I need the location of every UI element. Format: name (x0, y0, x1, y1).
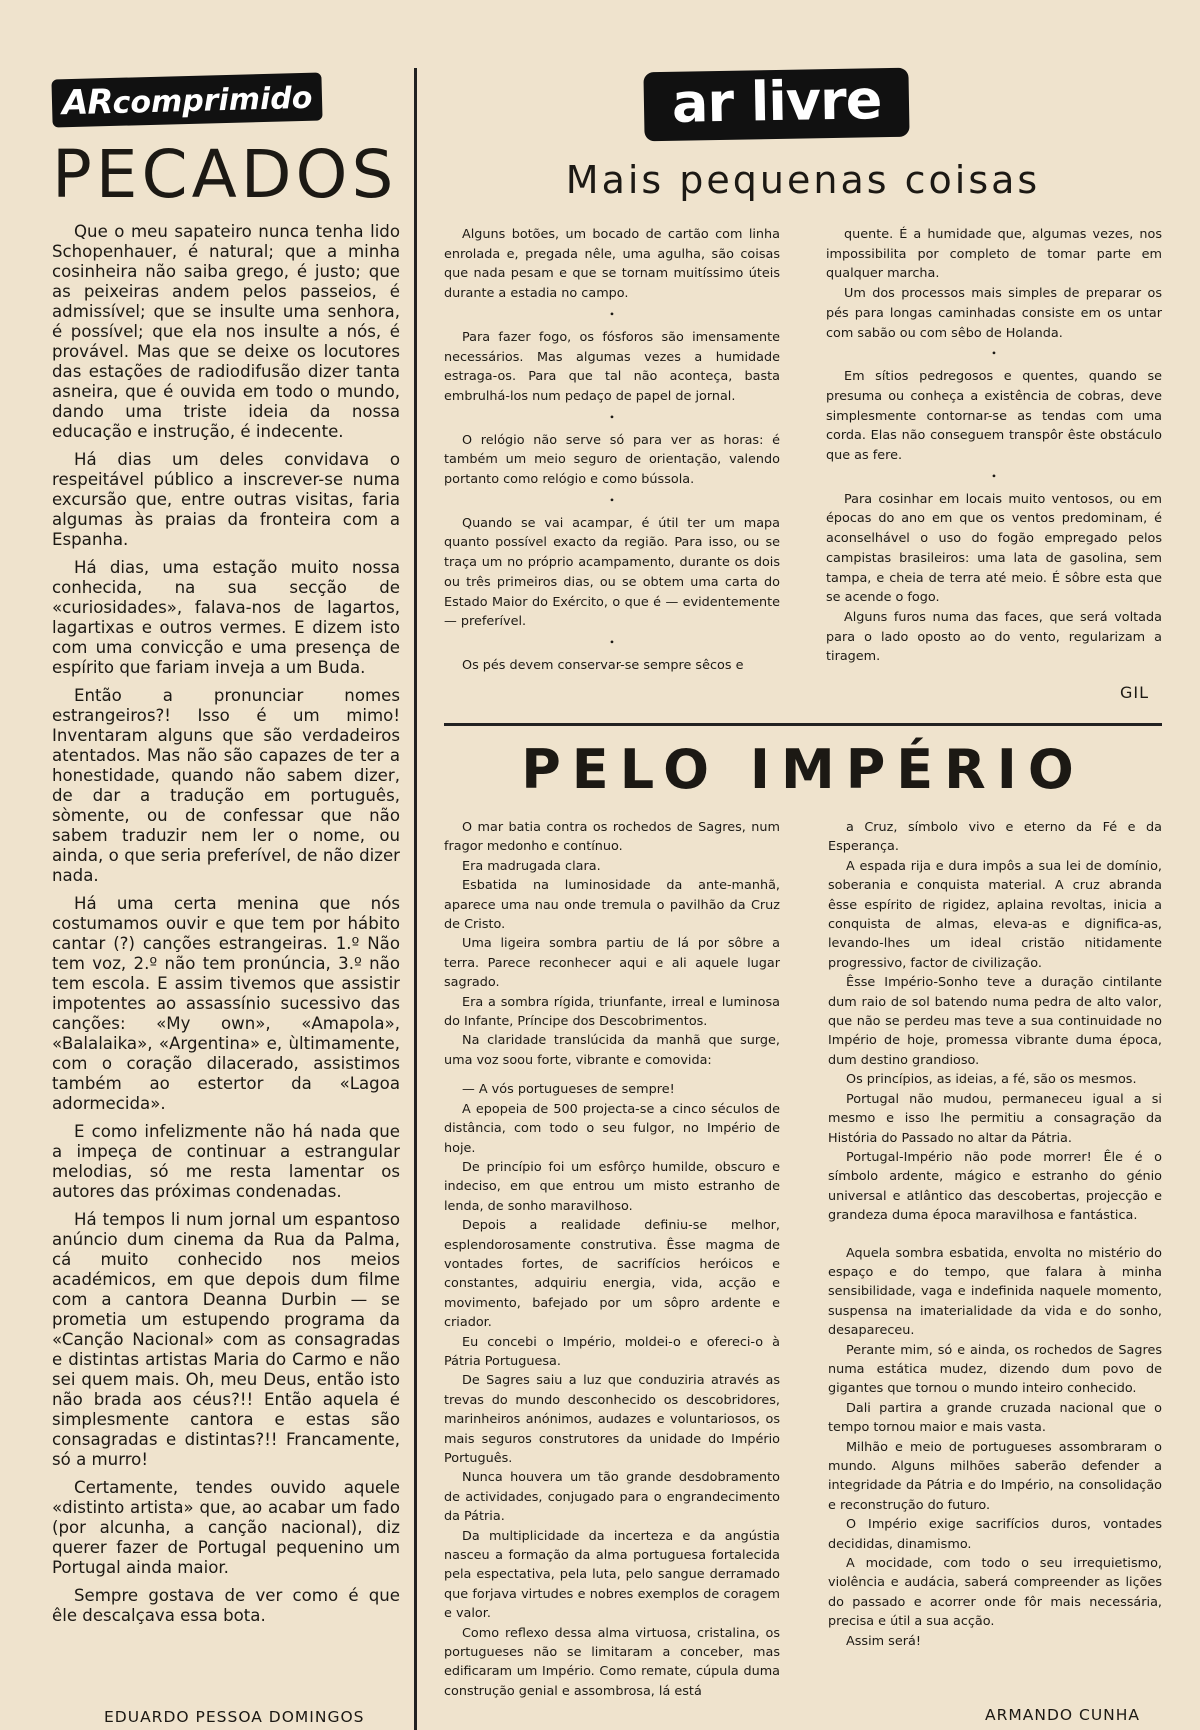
paragraph: Para fazer fogo, os fósforos são imensamente necessários. Mas algumas vezes a humidade estraga-os. Para que tal não aconteça, basta embrulhá-los num pedaço de papel de jornal. (444, 329, 780, 404)
article-column-1 (444, 818, 780, 1701)
paragraph: Êsse Império-Sonho teve a duração cintilante dum raio de sol batendo numa pedra de alto valor, que não se perdeu mas teve a sua continuidade no Império de hoje, promessa vibrante duma época, dum destino grandioso. (828, 975, 1162, 1068)
paragraph: A mocidade, com todo o seu irrequietismo, violência e audácia, saberá compreender as lições do passado e acorrer onde fôr mais necessária, precisa e útil a sua acção. (828, 1556, 1162, 1630)
article-title-pecados: PECADOS (52, 136, 398, 213)
paragraph: Uma ligeira sombra partiu de lá por sôbre a terra. Parece reconhecer aqui e ali aquele lugar sagrado. (444, 936, 780, 991)
paragraph: Era a sombra rígida, triunfante, irreal e luminosa do Infante, Príncipe dos Descobrimentos. (444, 994, 780, 1030)
ar-livre-logo: ar livre (643, 68, 910, 142)
separator-dot: • (991, 468, 997, 483)
author-signature: ARMANDO CUNHA (985, 1706, 1141, 1724)
paragraph: De Sagres saiu a luz que conduziria através as trevas do mundo desconhecido os descobridores, marinheiros anónimos, audazes e voluntariosos, os mais seguros construtores da unidade do Império Português. (444, 1373, 780, 1466)
paragraph: A epopeia de 500 projecta-se a cinco séculos de distância, com todo o seu fulgor, no Império de hoje. (444, 1101, 780, 1156)
paragraph: O relógio não serve só para ver as horas: é também um meio seguro de orientação, valendo portanto como relógio e como bússola. (444, 432, 780, 488)
paragraph: Alguns botões, um bocado de cartão com linha enrolada e, pregada nêle, uma agulha, são coisas que nada pesam e que se tornam muitíssimo úteis durante a estadia no campo. (444, 227, 780, 302)
logo-ar-text: AR (61, 81, 114, 124)
paragraph: Então a pronunciar nomes estrangeiros?! Isso é um mimo! Inventaram alguns que são verdadeiros atentados. Mas não são capazes de ter a honestidade, quando não sabem dizer, de dar a tradução em português, sòmente, ou de confessar que não sabem traduzir nem ler o nome, ou ainda, o que seria preferível, de não dizer nada. (52, 686, 400, 885)
article-column-2 (828, 818, 1162, 1651)
paragraph: De princípio foi um esfôrço humilde, obscuro e indeciso, em que entrou um misto estranho de lenda, de sonho maravilhoso. (444, 1159, 780, 1214)
paragraph: Um dos processos mais simples de preparar os pés para longas caminhadas consiste em os untar com sabão ou com sêbo de Holanda. (826, 286, 1162, 341)
paragraph: Portugal-Império não pode morrer! Êle é o símbolo ardente, mágico e estranho do génio universal e atlântico das descobertas, projecção e grandeza duma época maravilhosa e fantástica. (828, 1149, 1162, 1224)
separator-dot: • (609, 306, 615, 321)
section-divider (444, 723, 1162, 726)
column-divider (414, 68, 417, 1730)
ar-comprimido-logo (51, 72, 323, 127)
paragraph: Quando se vai acampar, é útil ter um mapa quanto possível exacto da região. Para isso, ou se traça um no próprio acampamento, durante os dois ou três primeiros dias, ou se obtem uma carta do Estado Maior do Exército, o que é — evidentemente — preferível. (444, 515, 780, 630)
paragraph: Certamente, tendes ouvido aquele «distinto artista» que, ao acabar um fado (por alcunha, a canção nacional), diz querer fazer de Portugal pequenino um Portugal ainda maior. (52, 1478, 400, 1577)
author-signature: EDUARDO PESSOA DOMINGOS (104, 1708, 365, 1726)
paragraph: Os pés devem conservar-se sempre sêcos e (462, 657, 744, 673)
paragraph: a Cruz, símbolo vivo e eterno da Fé e da Esperança. (828, 820, 1162, 855)
paragraph: Sempre gostava de ver como é que êle descalçava essa bota. (52, 1586, 400, 1625)
paragraph: Há tempos li num jornal um espantoso anúncio dum cinema da Rua da Palma, cá muito conhecido nos meios académicos, em que depois dum filme com a cantora Deanna Durbin — se prometia um estupendo programa da «Canção Nacional» com as consagradas e distintas artistas Maria do Carmo e não sei quem mais. Oh, meu Deus, então isto não brada aos céus?!! Então aquela é simplesmente cantora e estas são consagradas e distintas?!! Francamente, só a murro! (52, 1210, 400, 1469)
paragraph: Há dias um deles convidava o respeitável público a inscrever-se numa excursão que, entre outras visitas, faria algumas às praias da fronteira com a Espanha. (52, 450, 400, 549)
paragraph: — A vós portugueses de sempre! (462, 1082, 675, 1098)
paragraph: Era madrugada clara. (462, 858, 601, 874)
article-title-mais-pequenas-coisas: Mais pequenas coisas (565, 158, 1041, 202)
separator-dot: • (609, 634, 615, 649)
paragraph: Portugal não mudou, permaneceu igual a si mesmo e isso lhe permitiu a consagração da História do Passado no altar da Pátria. (828, 1091, 1162, 1146)
paragraph: Alguns furos numa das faces, que será voltada para o lado oposto ao do vento, regularizam a tiragem. (826, 609, 1162, 665)
paragraph: Esbatida na luminosidade da ante-manhã, aparece uma nau onde tremula o pavilhão da Cruz de Cristo. (444, 878, 780, 933)
paragraph: Assim será! (846, 1633, 921, 1649)
paragraph: Há dias, uma estação muito nossa conhecida, na sua secção de «curiosidades», falava-nos de lagartos, lagartixas e outros vermes. E dizem isto com uma convicção e uma presença de espírito que fariam inveja a um Buda. (52, 558, 400, 677)
paragraph: Perante mim, só e ainda, os rochedos de Sagres numa estática mudez, dizendo dum povo de gigantes que tornou o mundo inteiro conhecido. (828, 1342, 1162, 1397)
separator-dot: • (991, 346, 997, 361)
paragraph: Que o meu sapateiro nunca tenha lido Schopenhauer, é natural; que a minha cosinheira não saiba grego, é justo; que as peixeiras andem pelos passeios, é admissível; que se insulte uma senhora, é possível; que ela nos insulte a nós, é provável. Mas que se deixe os locutores das estações de radiodifusão dizer tanta asneira, que é ouvida em todo o mundo, dando uma triste ideia da nossa educação e instrução, é indecente. (52, 222, 400, 441)
article-title-pelo-imperio: PELO IMPÉRIO (521, 738, 1085, 801)
separator-dot: • (609, 492, 615, 507)
paragraph: Eu concebi o Império, moldei-o e ofereci-o à Pátria Portuguesa. (444, 1334, 780, 1369)
paragraph: Para cosinhar em locais muito ventosos, ou em épocas do ano em que os ventos predominam, é aconselhável o uso do fogão empregado pelos campistas brasileiros: uma lata de gasolina, sem tampa, e cheia de terra até meio. É sôbre esta que se acende o fogo. (826, 491, 1162, 606)
separator-dot: • (609, 409, 615, 424)
paragraph: Da multiplicidade da incerteza e da angústia nasceu a formação da alma portuguesa fortalecida pela espectativa, pela luta, pelo sangue derramado que forjava virtudes e nobres exemplos de coragem e valor. (444, 1528, 780, 1622)
paragraph: Como reflexo dessa alma virtuosa, cristalina, os portugueses não se limitaram a conceber, mas edificaram um Império. Como remate, cúpula duma construção genial e assombrosa, lá está (444, 1625, 780, 1699)
paragraph: Nunca houvera um tão grande desdobramento de actividades, conjugado para o engrandecimento da Pátria. (444, 1470, 780, 1525)
paragraph: Depois a realidade definiu-se melhor, esplendorosamente construtiva. Êsse magma de vontades fortes, de sacrifícios heróicos e constantes, adquiriu energia, vida, acção e movimento, bafejado por um sôpro ardente e criador. (444, 1218, 780, 1331)
author-signature: GIL (1120, 683, 1150, 702)
article-column-1 (444, 225, 780, 676)
paragraph: Na claridade translúcida da manhã que surge, uma voz soou forte, vibrante e comovida: (444, 1033, 780, 1068)
paragraph: E como infelizmente não há nada que a impeça de continuar a estrangular melodias, só me resta lamentar os autores das próximas condenadas. (52, 1122, 400, 1201)
paragraph: A espada rija e dura impôs a sua lei de domínio, soberania e conquista material. A cruz abranda êsse espírito de rigidez, aplaina revoltas, inicia a conquista de almas, eleva-as e dignifica-as, levando-lhes um ideal cristão nitidamente progressivo, factor de civilização. (828, 858, 1162, 971)
paragraph: O mar batia contra os rochedos de Sagres, num fragor medonho e contínuo. (444, 820, 780, 855)
paragraph: O Império exige sacrifícios duros, vontades decididas, dinamismo. (828, 1517, 1162, 1552)
paragraph: Milhão e meio de portugueses assombraram o mundo. Alguns milhões saberão defender a integridade da Pátria e do Império, na consolidação e reconstrução do futuro. (828, 1439, 1162, 1513)
logo-comprimido-text: comprimido (112, 80, 313, 121)
paragraph: Dali partira a grande cruzada nacional que o tempo tornou maior e mais vasta. (828, 1400, 1162, 1436)
article-column-2 (826, 225, 1162, 667)
ar-livre-logo-wrap (644, 70, 909, 139)
paragraph: Os princípios, as ideias, a fé, são os mesmos. (846, 1072, 1137, 1088)
paragraph: Aquela sombra esbatida, envolta no mistério do espaço e do tempo, que falara à minha sensibilidade, vaga e indefinida naquele momento, suspensa na imaterialidade da vida e do sonho, desapareceu. (828, 1245, 1162, 1339)
paragraph: quente. É a humidade que, algumas vezes, nos impossibilita por completo de tomar parte em qualquer marcha. (826, 227, 1162, 282)
paragraph: Em sítios pedregosos e quentes, quando se presuma ou conheça a existência de cobras, deve simplesmente contornar-se as tendas com uma corda. Elas não conseguem transpôr êste obstáculo que as fere. (826, 369, 1162, 464)
article-body-pecados (52, 222, 400, 1626)
ar-comprimido-column (52, 76, 400, 1634)
paragraph: Há uma certa menina que nós costumamos ouvir e que tem por hábito cantar (?) canções estrangeiras. 1.º Não tem voz, 2.º não tem pronúncia, 3.º não tem escola. E assim tivemos que assistir impotentes ao assassínio sucessivo das canções: «My own», «Amapola», «Balalaika», «Argentina» e, ùltimamente, com o coração dilacerado, assistimos também ao estertor da «Lagoa adormecida». (52, 894, 400, 1113)
